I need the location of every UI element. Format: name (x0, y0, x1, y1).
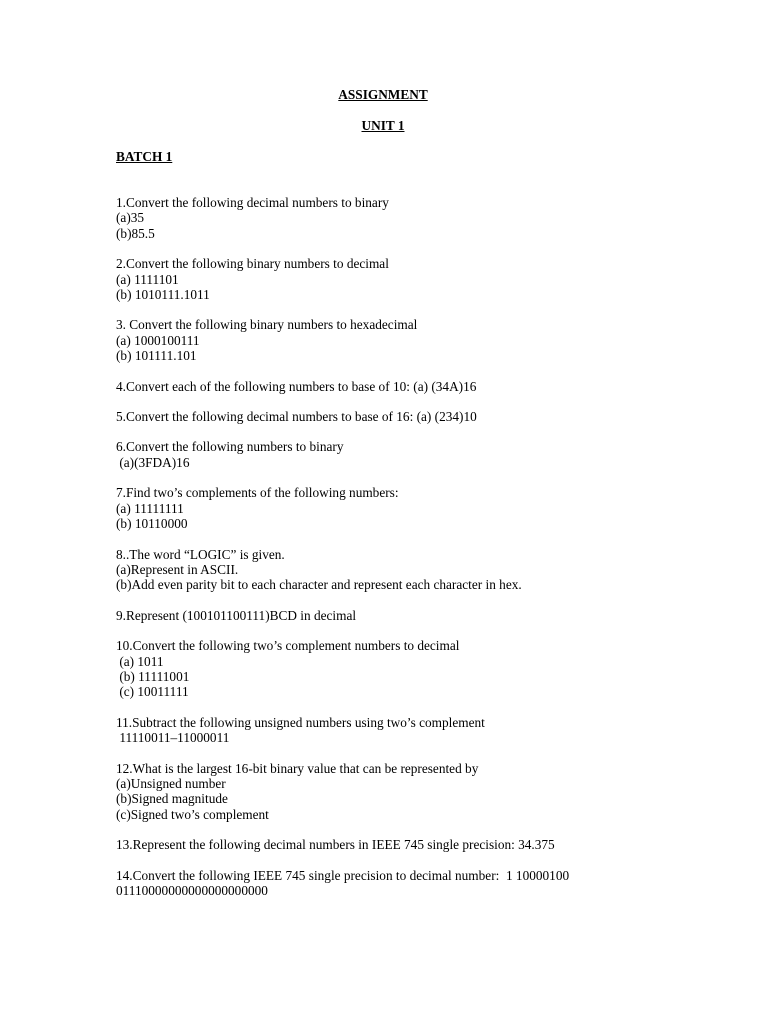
question-part: (a) 1000100111 (116, 332, 200, 348)
question-item (116, 439, 716, 470)
question-item (116, 256, 716, 302)
question-text: 4.Convert each of the following numbers to base of 10: (a) (34A)16 (116, 378, 477, 394)
question-item (116, 761, 716, 823)
question-text: 5.Convert the following decimal numbers to base of 16: (a) (234)10 (116, 409, 477, 425)
question-part: (b)85.5 (116, 225, 155, 241)
question-text: 1.Convert the following decimal numbers to binary (116, 195, 389, 210)
question-item (116, 317, 716, 363)
question-item (116, 379, 716, 394)
question-item (116, 638, 716, 700)
question-item (116, 837, 716, 852)
question-part: (b)Signed magnitude (116, 791, 228, 807)
unit-heading: UNIT 1 (361, 118, 405, 133)
question-text: 3. Convert the following binary numbers to hexadecimal (116, 317, 418, 333)
question-part: (a)(3FDA)16 (116, 454, 190, 470)
question-part: (b) 1010111.1011 (116, 287, 210, 303)
question-item (116, 608, 716, 623)
question-item (116, 868, 716, 899)
question-part: 01110000000000000000000 (116, 883, 268, 898)
question-text: 7.Find two’s complements of the following numbers: (116, 485, 399, 501)
question-text: 9.Represent (100101100111)BCD in decimal (116, 607, 357, 623)
question-part: (a)Represent in ASCII. (116, 561, 239, 577)
question-part: 11110011–11000011 (116, 730, 230, 746)
question-text: 2.Convert the following binary numbers to decimal (116, 256, 389, 272)
question-text: 14.Convert the following IEEE 745 single precision to decimal number: 1 10000100 (116, 867, 570, 883)
document-title: ASSIGNMENT (338, 87, 428, 102)
question-item (116, 715, 716, 746)
question-part: (a)35 (116, 210, 145, 226)
question-part: (a)Unsigned number (116, 775, 226, 791)
question-text: 8..The word “LOGIC” is given. (116, 546, 285, 562)
question-part: (c) 10011111 (116, 684, 189, 700)
question-item (116, 547, 716, 593)
question-text: 13.Represent the following decimal numbers in IEEE 745 single precision: 34.375 (116, 837, 555, 853)
question-list (116, 195, 716, 898)
question-item (116, 409, 716, 424)
question-part: (b) 11111001 (116, 668, 190, 684)
question-part: (b)Add even parity bit to each character and represent each character in hex. (116, 577, 522, 593)
question-item (116, 195, 716, 241)
question-text: 12.What is the largest 16-bit binary value that can be represented by (116, 760, 479, 776)
question-text: 6.Convert the following numbers to binary (116, 439, 344, 455)
assignment-page (116, 87, 716, 913)
question-text: 10.Convert the following two’s complement numbers to decimal (116, 638, 460, 654)
batch-heading: BATCH 1 (116, 149, 173, 164)
question-part: (c)Signed two’s complement (116, 806, 269, 822)
question-text: 11.Subtract the following unsigned numbers using two’s complement (116, 714, 485, 730)
question-part: (a) 1011 (116, 653, 164, 669)
question-part: (a) 11111111 (116, 500, 184, 516)
question-item (116, 485, 716, 531)
question-part: (b) 101111.101 (116, 348, 197, 364)
question-part: (b) 10110000 (116, 516, 188, 532)
question-part: (a) 1111101 (116, 271, 179, 287)
